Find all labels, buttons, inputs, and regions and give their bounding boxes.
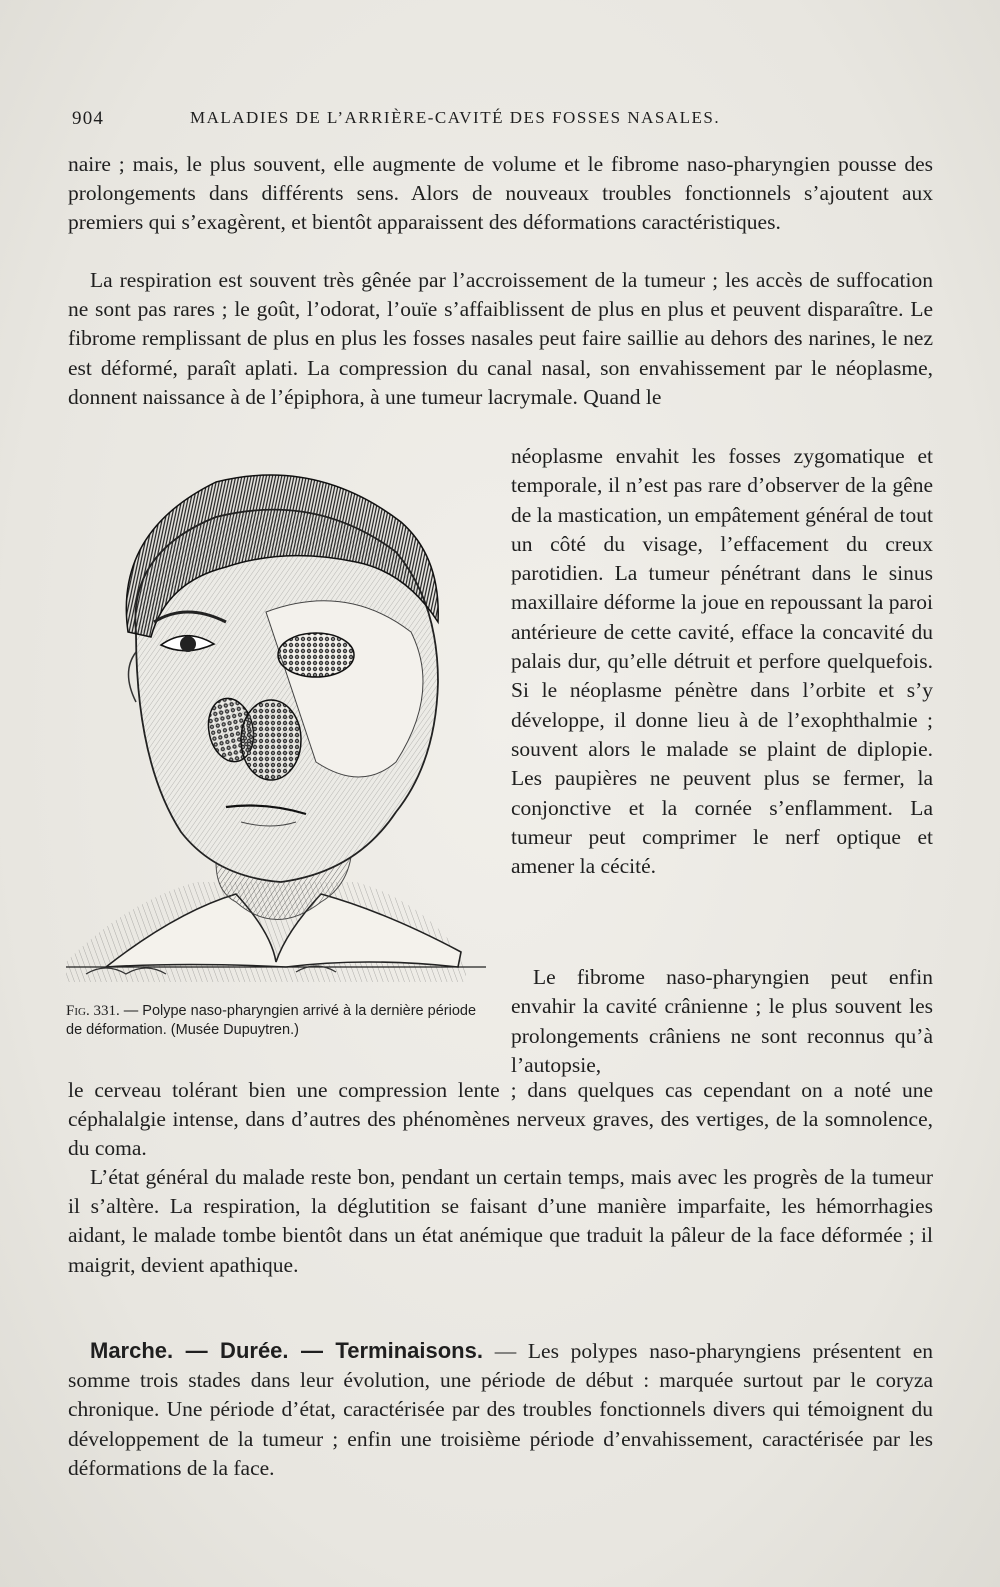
page-header	[72, 108, 932, 138]
paragraph-5-text: L’état général du malade reste bon, pendant un certain temps, mais avec les progrès de la tumeur il s’altère. La respiration, la déglutition se faisant d’une manière imparfaite, les hémorrhagies aidant, le malade tombe bientôt dans un état anémique que traduit la pâleur de la face déformée ; il maigrit, devient apathique.	[68, 1165, 933, 1277]
paragraph-5	[68, 1163, 933, 1280]
paragraph-2-text: La respiration est souvent très gênée par l’accroissement de la tumeur ; les accès de suffocation ne sont pas rares ; le goût, l’odorat, l’ouïe s’affaiblissent de plus en plus et peuvent disparaître. Le fibrome remplissant de plus en plus les fosses nasales peut faire saillie au dehors des narines, le nez est déformé, paraît aplati. La compression du canal nasal, son envahissement par le néoplasme, donnent naissance à de l’épiphora, à une tumeur lacrymale. Quand le	[68, 268, 933, 409]
figure-label: Fig. 331.	[66, 1003, 120, 1019]
paragraph-3-text: Le fibrome naso-pharyngien peut enfin envahir la cavité crânienne ; le plus souvent les prolongements crâniens ne sont reconnus qu’à l’autopsie,	[511, 965, 933, 1077]
paragraph-4: le cerveau tolérant bien une compression lente ; dans quelques cas cependant on a noté une céphalalgie intense, dans d’autres des phénomènes nerveux graves, des vertiges, de la somnolence, du coma.	[68, 1078, 933, 1161]
figure-caption-text: — Polype naso-pharyngien arrivé à la dernière période de déformation. (Musée Dupuytren.)	[66, 1003, 477, 1038]
section-heading: Marche. — Durée. — Terminaisons.	[90, 1338, 483, 1363]
paragraph-6-text: — Les polypes naso-pharyngiens présentent en somme trois stades dans leur évolution, une période de début : marquée surtout par le coryza chronique. Une période d’état, caractérisée par des troubles fonctionnels divers qui témoignent du développement de la tumeur ; enfin une troisième période d’envahissement, caractérisée par les déformations de la face.	[68, 1339, 933, 1480]
running-title: MALADIES DE L’ARRIÈRE-CAVITÉ DES FOSSES NASALES.	[190, 108, 721, 127]
paragraph-2	[68, 266, 933, 412]
paragraph-2-column: néoplasme envahit les fosses zygomatique et temporale, il n’est pas rare d’observer de la gêne de la mastication, un empâtement général de tout un côté du visage, l’effacement du creux parotidien. La tumeur pénétrant dans le sinus maxillaire déforme la joue en repoussant la paroi antérieure de cette cavité, efface la concavité du palais dur, qu’elle détruit et perfore quelquefois. Si le néoplasme pénètre dans l’orbite et s’y développe, il donne lieu à de l’exophthalmie ; souvent alors le malade se plaint de diplopie. Les paupières ne peuvent plus se fermer, la conjonctive et la cornée s’enflamment. La tumeur peut comprimer le nerf optique et amener la cécité.	[511, 444, 933, 879]
page-number: 904	[72, 108, 105, 129]
paragraph-3-column	[511, 963, 933, 1080]
paragraph-1: naire ; mais, le plus souvent, elle augmente de volume et le fibrome naso-pharyngien pousse des prolongements dans différents sens. Alors de nouveaux troubles fonctionnels s’ajoutent aux premiers qui s’exagèrent, et bientôt apparaissent des déformations caractéristiques.	[68, 152, 933, 235]
face-engraving-image	[66, 462, 486, 997]
figure-illustration	[66, 462, 486, 997]
paragraph-6	[68, 1336, 933, 1483]
figure-caption	[66, 1002, 476, 1040]
